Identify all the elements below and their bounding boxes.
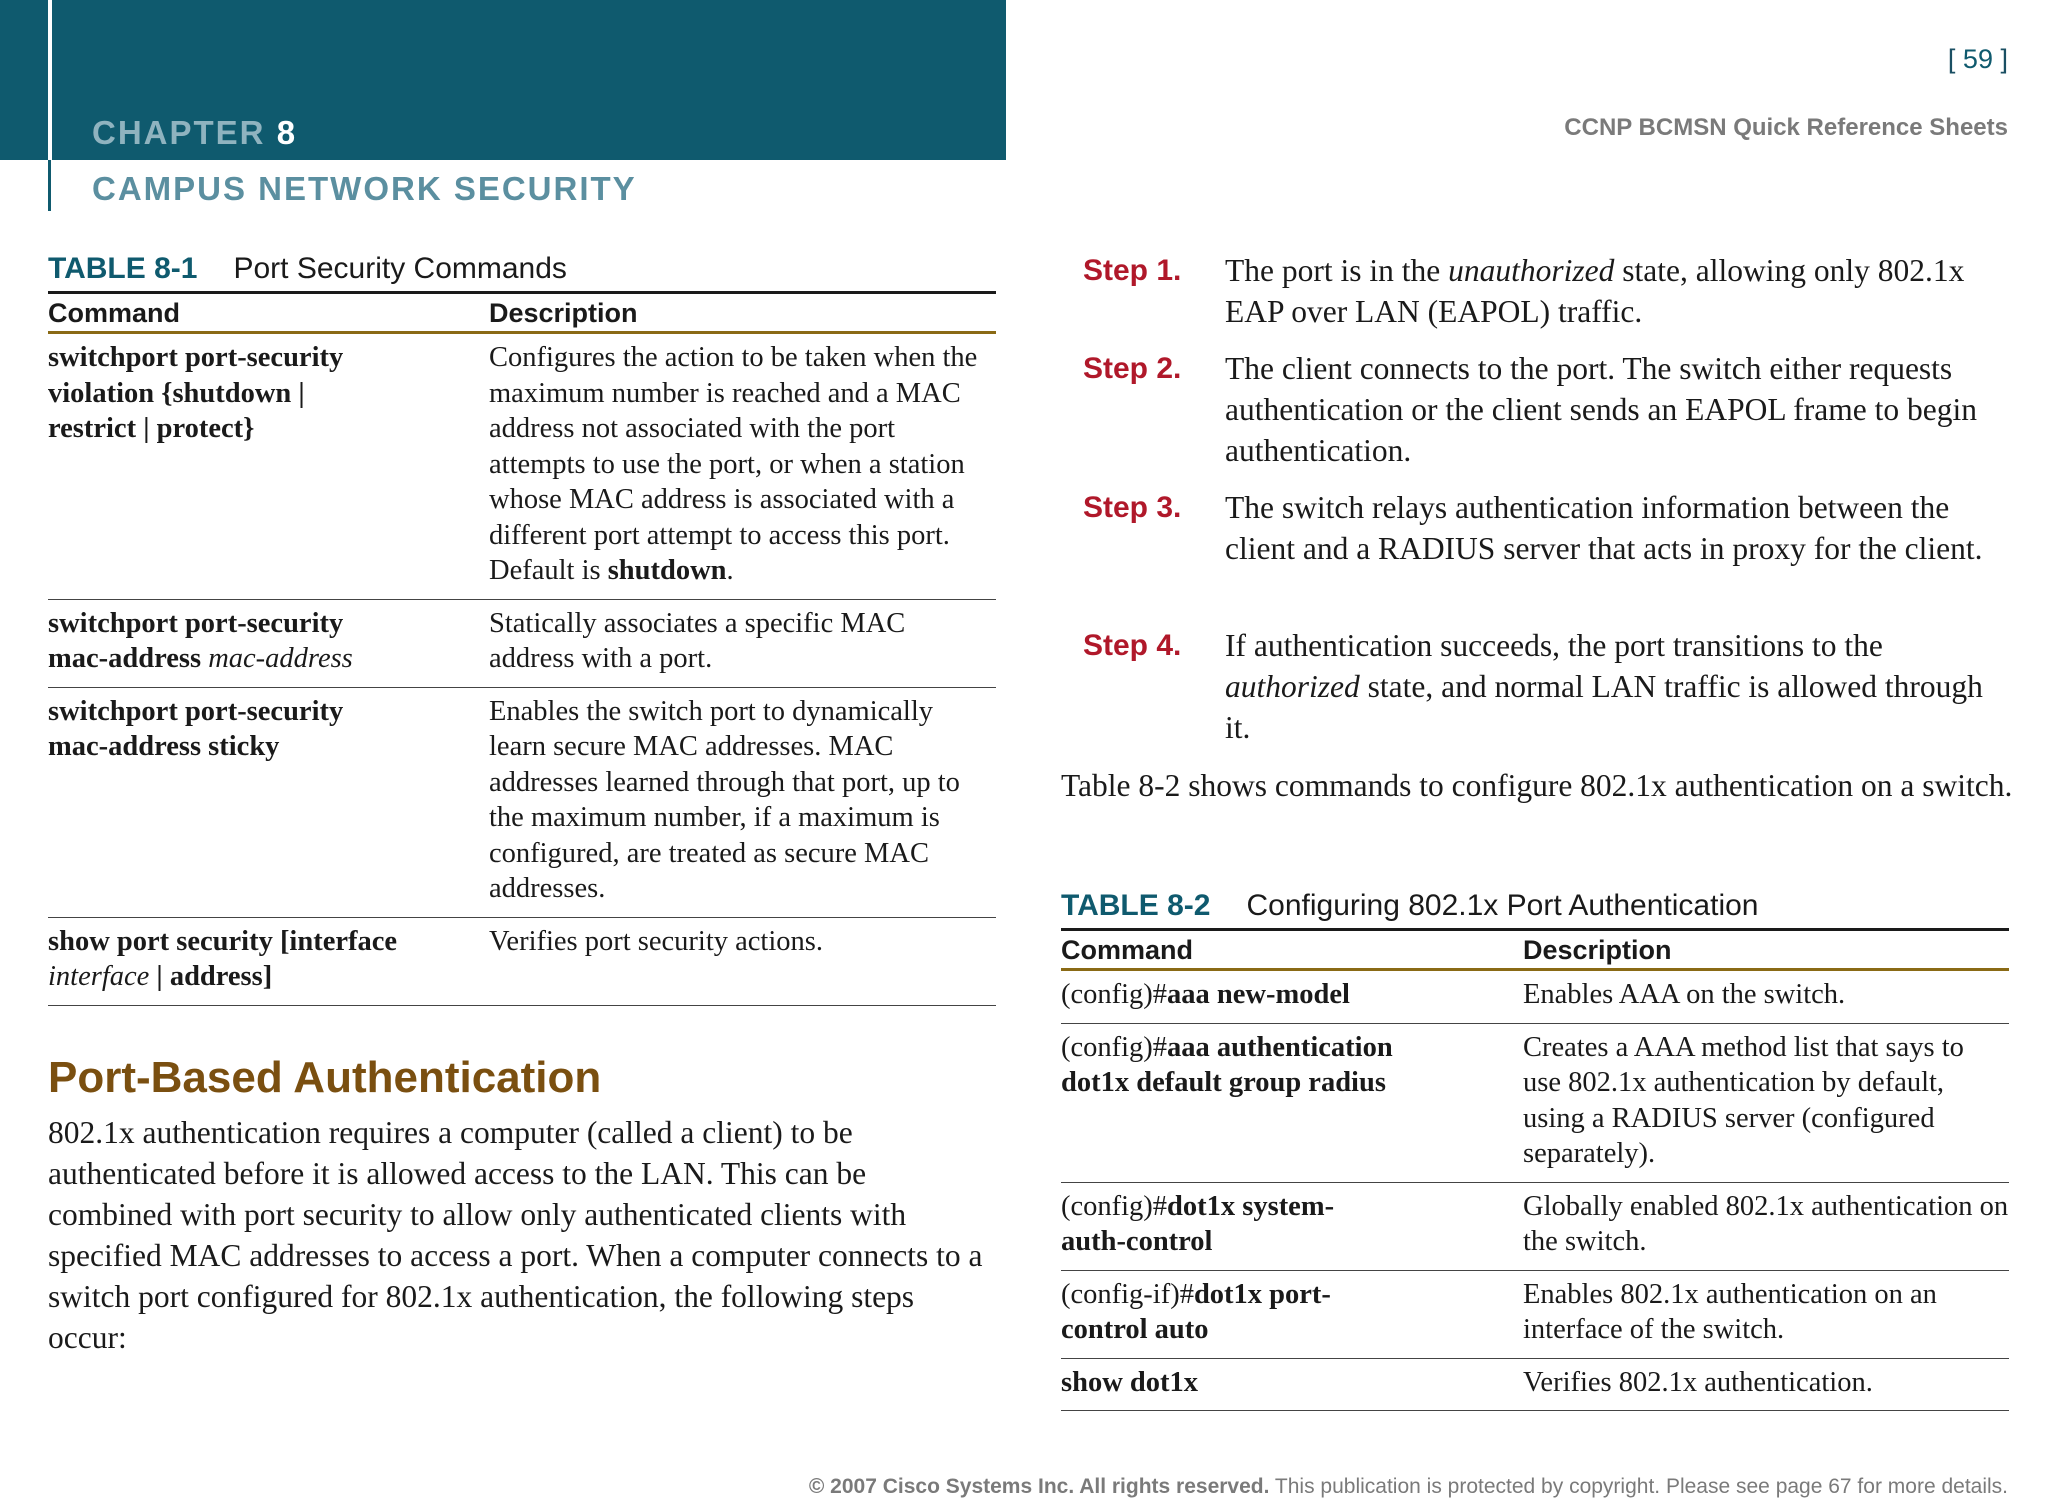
command-cell	[1061, 1023, 1523, 1182]
command-text: switchport port-security	[48, 342, 344, 373]
table-header-row	[48, 293, 996, 333]
command-text: dot1x system-	[1167, 1190, 1335, 1222]
command-text: switchport port-security	[48, 695, 344, 727]
step-label: Step 2.	[1083, 352, 1182, 385]
table-row	[48, 333, 996, 600]
table-intro-paragraph: Table 8-2 shows commands to configure 802.1x authentication on a switch.	[1061, 768, 2013, 803]
command-cell	[1061, 1358, 1523, 1411]
description-keyword: shutdown	[607, 555, 727, 586]
command-argument: interface	[48, 961, 150, 992]
command-argument: mac-address	[208, 643, 353, 674]
step-text: The switch relays authentication information between the client and a RADIUS server that acts in proxy for the client.	[1225, 490, 1983, 566]
table-caption	[48, 252, 567, 286]
column-header-command: Command	[1061, 930, 1523, 970]
table-caption-text: Port Security Commands	[233, 252, 567, 285]
table-row	[1061, 1358, 2009, 1411]
footer-notice: This publication is protected by copyright. Please see page 67 for more details.	[1274, 1475, 2008, 1498]
command-prompt: (config)#	[1061, 1031, 1168, 1063]
description-cell: Verifies 802.1x authentication.	[1523, 1358, 2009, 1411]
command-text: dot1x port-	[1193, 1278, 1331, 1310]
step-label: Step 1.	[1083, 254, 1182, 287]
command-cell	[48, 333, 489, 600]
description-cell: Verifies port security actions.	[489, 917, 996, 1005]
header-rule	[48, 0, 52, 160]
command-text: aaa new-model	[1167, 979, 1350, 1010]
table-caption-text: Configuring 802.1x Port Authentication	[1246, 889, 1759, 922]
table-row	[48, 687, 996, 917]
column-header-description: Description	[1523, 930, 2009, 970]
step-label: Step 4.	[1083, 629, 1182, 662]
chapter-label	[92, 114, 297, 152]
description-text: Configures the action to be taken when the maximum number is reached and a MAC address not associated with the port attempts to use the port, or when a station whose MAC address is associated with a different port attempt to access this port. Default is	[489, 342, 978, 586]
command-text: auth-control	[1061, 1226, 1213, 1257]
table-tag: TABLE 8-2	[1061, 889, 1211, 922]
command-text: mac-address sticky	[48, 731, 280, 762]
command-text: aaa authentication	[1167, 1031, 1393, 1063]
dot1x-config-table	[1061, 928, 2009, 1411]
command-text: show port security [interface	[48, 925, 398, 957]
description-cell: Enables the switch port to dynamically learn secure MAC addresses. MAC addresses learned through that port, up to the maximum number, if a maximum is configured, are treated as secure MAC addresses.	[489, 687, 996, 917]
chapter-word: CHAPTER	[92, 114, 266, 151]
chapter-title: CAMPUS NETWORK SECURITY	[92, 170, 637, 207]
command-prompt: (config-if)#	[1061, 1278, 1194, 1310]
command-cell	[48, 687, 489, 917]
command-cell	[1061, 1182, 1523, 1270]
table-caption	[1061, 889, 1758, 923]
page-number-bracket: [	[1947, 44, 1956, 74]
description-cell: Enables 802.1x authentication on an interface of the switch.	[1523, 1270, 2009, 1358]
step-text: If authentication succeeds, the port transitions to the authorized state, and normal LAN traffic is allowed through it.	[1225, 628, 1983, 745]
table-row	[48, 599, 996, 687]
description-cell: Enables AAA on the switch.	[1523, 970, 2009, 1024]
command-text: violation {shutdown |	[48, 377, 305, 409]
description-cell: Statically associates a specific MAC address with a port.	[489, 599, 996, 687]
page-number-bracket: ]	[2000, 44, 2008, 74]
step-text: The port is in the unauthorized state, allowing only 802.1x EAP over LAN (EAPOL) traffic.	[1225, 253, 1965, 329]
table-row	[48, 917, 996, 1005]
command-text: | address]	[156, 961, 273, 992]
table-row	[1061, 1023, 2009, 1182]
table-row	[1061, 1182, 2009, 1270]
command-text: restrict | protect}	[48, 413, 255, 444]
description-cell: Creates a AAA method list that says to use 802.1x authentication by default, using a RADIUS server (configured separately).	[1523, 1023, 2009, 1182]
column-header-description: Description	[489, 293, 996, 333]
description-punctuation: .	[726, 555, 734, 586]
step-item	[1083, 348, 2013, 471]
step-emphasis: authorized	[1225, 669, 1360, 704]
table-row	[1061, 970, 2009, 1024]
step-item	[1083, 625, 2013, 748]
description-cell: Globally enabled 802.1x authentication on the switch.	[1523, 1182, 2009, 1270]
step-emphasis: unauthorized	[1448, 253, 1615, 288]
command-cell	[1061, 1270, 1523, 1358]
chapter-number: 8	[276, 114, 298, 151]
page-number	[1948, 44, 2008, 75]
step-label: Step 3.	[1083, 491, 1182, 524]
port-security-table	[48, 291, 996, 1006]
description-cell	[489, 333, 996, 600]
command-cell	[1061, 970, 1523, 1024]
command-prompt: (config)#	[1061, 979, 1168, 1010]
footer-copyright: © 2007 Cisco Systems Inc. All rights reserved.	[808, 1475, 1270, 1498]
step-item	[1083, 250, 2013, 332]
header-rule	[48, 160, 51, 211]
command-text: dot1x default group radius	[1061, 1067, 1386, 1098]
section-heading: Port-Based Authentication	[48, 1053, 602, 1102]
command-prompt: (config)#	[1061, 1190, 1168, 1222]
step-text: The client connects to the port. The switch either requests authentication or the client sends an EAPOL frame to begin authentication.	[1225, 351, 1977, 468]
command-text: show dot1x	[1061, 1366, 1198, 1398]
page-number-value: 59	[1962, 44, 1993, 74]
command-text: mac-address	[48, 643, 202, 674]
table-tag: TABLE 8-1	[48, 252, 198, 285]
footer	[809, 1475, 2008, 1499]
book-title: CCNP BCMSN Quick Reference Sheets	[1564, 114, 2008, 141]
command-cell	[48, 599, 489, 687]
table-header-row	[1061, 930, 2009, 970]
step-item	[1083, 487, 2013, 569]
command-text: switchport port-security	[48, 607, 344, 639]
table-row	[1061, 1270, 2009, 1358]
command-text: control auto	[1061, 1314, 1209, 1345]
command-cell	[48, 917, 489, 1005]
section-body: 802.1x authentication requires a computer (called a client) to be authenticated before it is allowed access to the LAN. This can be combined with port security to allow only authenticated clients with specified MAC addresses to access a port. When a computer connects to a switch port configured for 802.1x authentication, the following steps occur:	[48, 1115, 983, 1355]
column-header-command: Command	[48, 293, 489, 333]
